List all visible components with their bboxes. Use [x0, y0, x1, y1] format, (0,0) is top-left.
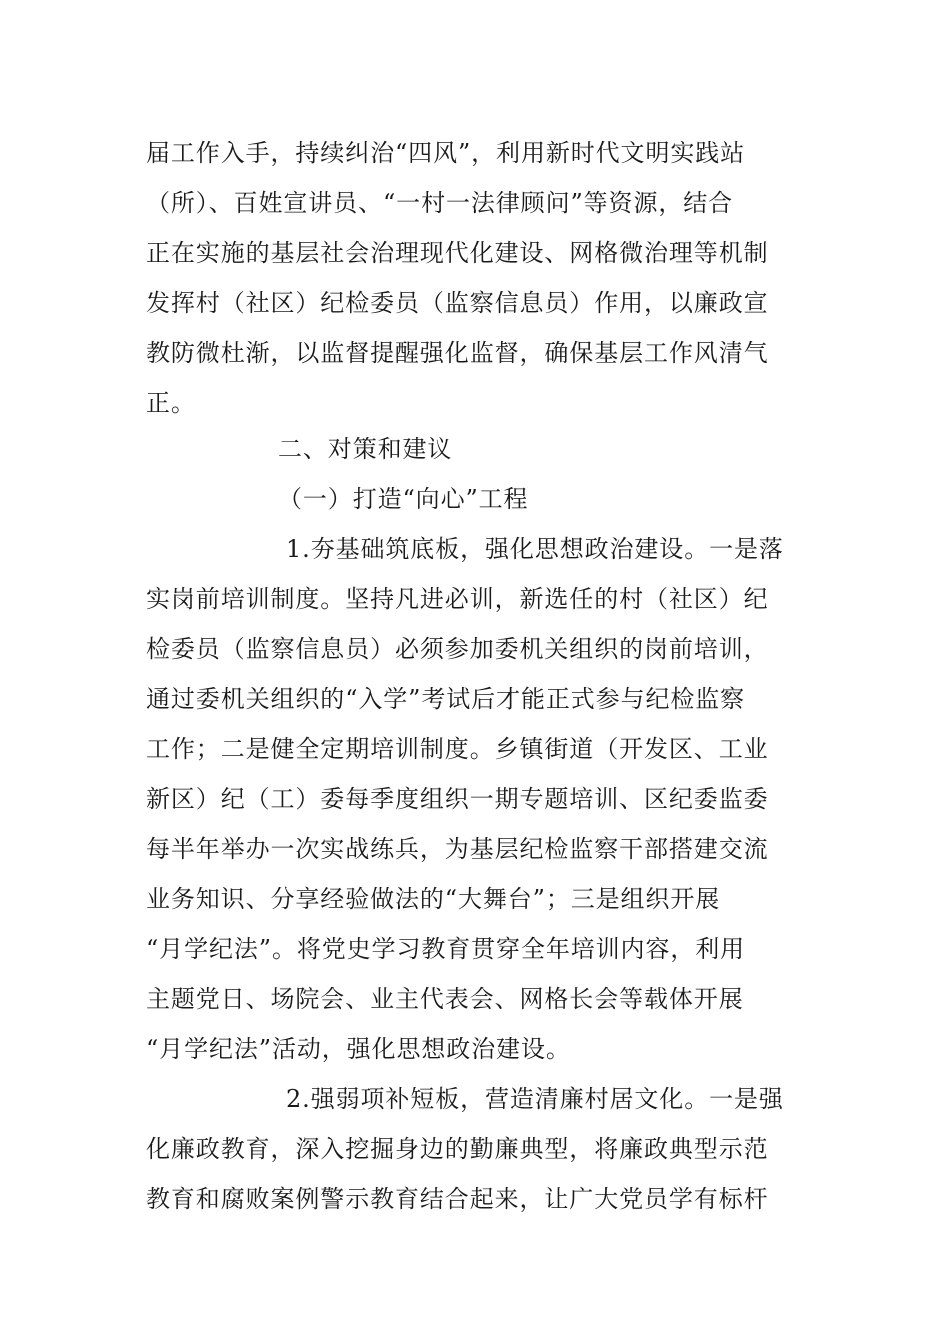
body-text-line: 正在实施的基层社会治理现代化建设、网格微治理等机制 — [146, 239, 769, 267]
body-text-line: 通过委机关组织的“入学”考试后才能正式参与纪检监察 — [146, 685, 746, 713]
subsection-heading: （一）打造“向心”工程 — [278, 485, 529, 513]
body-text-line: 1.夯基础筑底板，强化思想政治建设。一是落 — [286, 535, 784, 563]
body-text-line: 业务知识、分享经验做法的“大舞台”；三是组织开展 — [146, 885, 721, 913]
body-text-line: “月学纪法”。将党史学习教育贯穿全年培训内容，利用 — [146, 935, 746, 963]
body-text-line: 届工作入手，持续纠治“四风”，利用新时代文明实践站 — [146, 139, 746, 167]
body-text-line: 正。 — [146, 389, 196, 417]
body-text-line: （所）、百姓宣讲员、“一村一法律顾问”等资源，结合 — [146, 189, 734, 217]
body-text-line: 2.强弱项补短板，营造清廉村居文化。一是强 — [286, 1085, 784, 1113]
body-text-line: 化廉政教育，深入挖掘身边的勤廉典型，将廉政典型示范 — [146, 1135, 769, 1163]
body-text-line: 主题党日、场院会、业主代表会、网格长会等载体开展 — [146, 985, 744, 1013]
body-text-line: 教防微杜渐，以监督提醒强化监督，确保基层工作风清气 — [146, 339, 769, 367]
body-text-line: 实岗前培训制度。坚持凡进必训，新选任的村（社区）纪 — [146, 585, 769, 613]
body-text-line: 新区）纪（工）委每季度组织一期专题培训、区纪委监委 — [146, 785, 769, 813]
body-text-line: “月学纪法”活动，强化思想政治建设。 — [146, 1035, 571, 1063]
body-text-line: 工作；二是健全定期培训制度。乡镇街道（开发区、工业 — [146, 735, 769, 763]
body-text-line: 发挥村（社区）纪检委员（监察信息员）作用，以廉政宣 — [146, 289, 769, 317]
section-heading: 二、对策和建议 — [278, 435, 453, 463]
body-text-line: 教育和腐败案例警示教育结合起来，让广大党员学有标杆 — [146, 1185, 769, 1213]
body-text-line: 检委员（监察信息员）必须参加委机关组织的岗前培训， — [146, 635, 769, 663]
body-text-line: 每半年举办一次实战练兵，为基层纪检监察干部搭建交流 — [146, 835, 769, 863]
